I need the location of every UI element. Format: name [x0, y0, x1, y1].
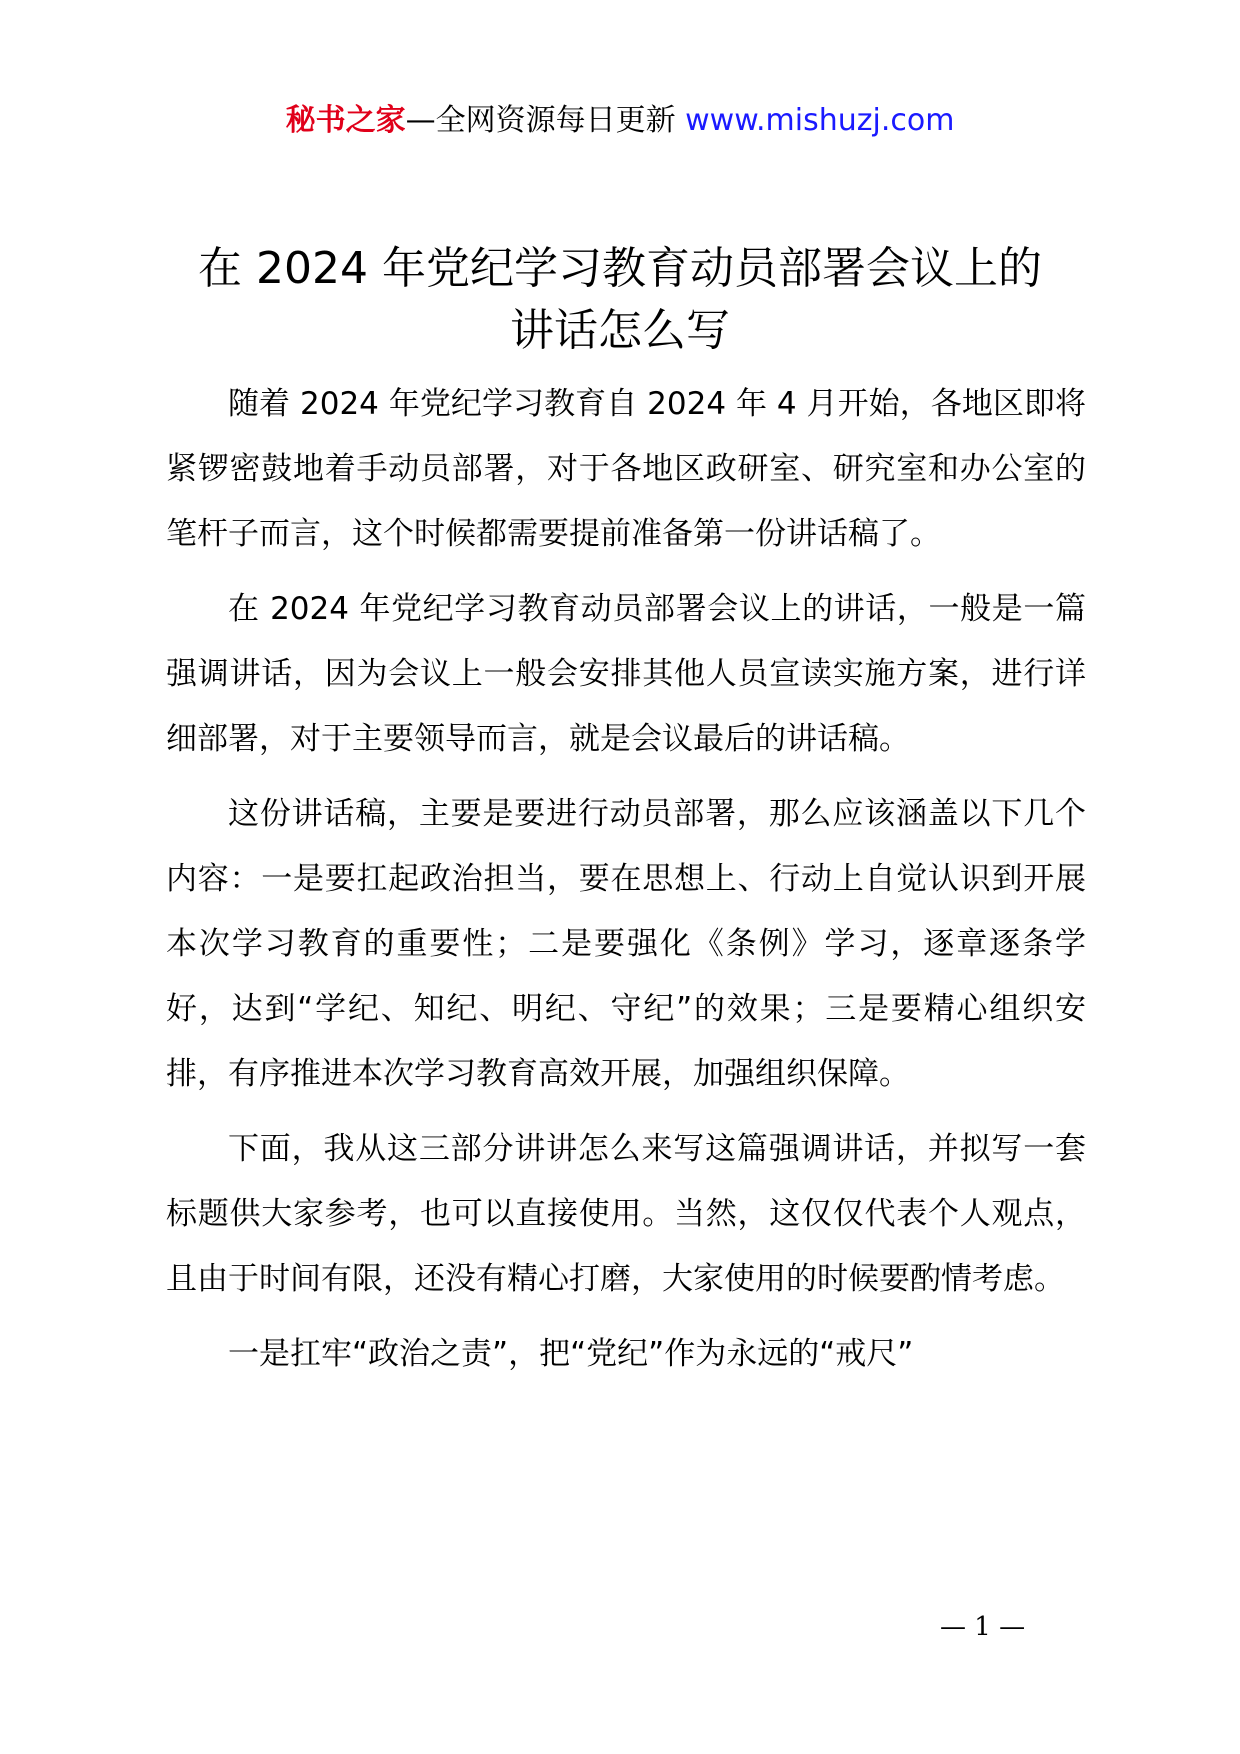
title-line-2: 讲话怎么写 [510, 305, 730, 356]
site-header [0, 100, 1240, 142]
paragraph-1: 随着 2024 年党纪学习教育自 2024 年 4 月开始，各地区即将紧锣密鼓地着手动员部署，对于各地区政研室、研究室和办公室的笔杆子而言，这个时候都需要提前准备第一份讲话稿了。 [166, 386, 1086, 552]
page-number: — 1 — [940, 1612, 1026, 1642]
site-brand: 秘书之家 [285, 103, 406, 138]
paragraph-3: 这份讲话稿，主要是要进行动员部署，那么应该涵盖以下几个内容：一是要扛起政治担当，要在思想上、行动上自觉认识到开展本次学习教育的重要性；二是要强化《条例》学习，逐章逐条学好，达到“学纪、知纪、明纪、守纪”的效果；三是要精心组织安排，有序推进本次学习教育高效开展，加强组织保障。 [166, 796, 1086, 1092]
title-line-1: 在 2024 年党纪学习教育动员部署会议上的 [198, 243, 1042, 294]
paragraph-4: 下面，我从这三部分讲讲怎么来写这篇强调讲话，并拟写一套标题供大家参考，也可以直接使用。当然，这仅仅代表个人观点，且由于时间有限，还没有精心打磨，大家使用的时候要酌情考虑。 [166, 1131, 1086, 1297]
paragraph-5: 一是扛牢“政治之责”，把“党纪”作为永远的“戒尺” [228, 1336, 914, 1372]
site-url[interactable]: www.mishuzj.com [685, 103, 955, 138]
site-tagline: —全网资源每日更新 [405, 103, 686, 138]
document-title [120, 238, 1120, 362]
paragraph-2: 在 2024 年党纪学习教育动员部署会议上的讲话，一般是一篇强调讲话，因为会议上一般会安排其他人员宣读实施方案，进行详细部署，对于主要领导而言，就是会议最后的讲话稿。 [166, 591, 1086, 757]
document-body [166, 372, 1086, 1397]
